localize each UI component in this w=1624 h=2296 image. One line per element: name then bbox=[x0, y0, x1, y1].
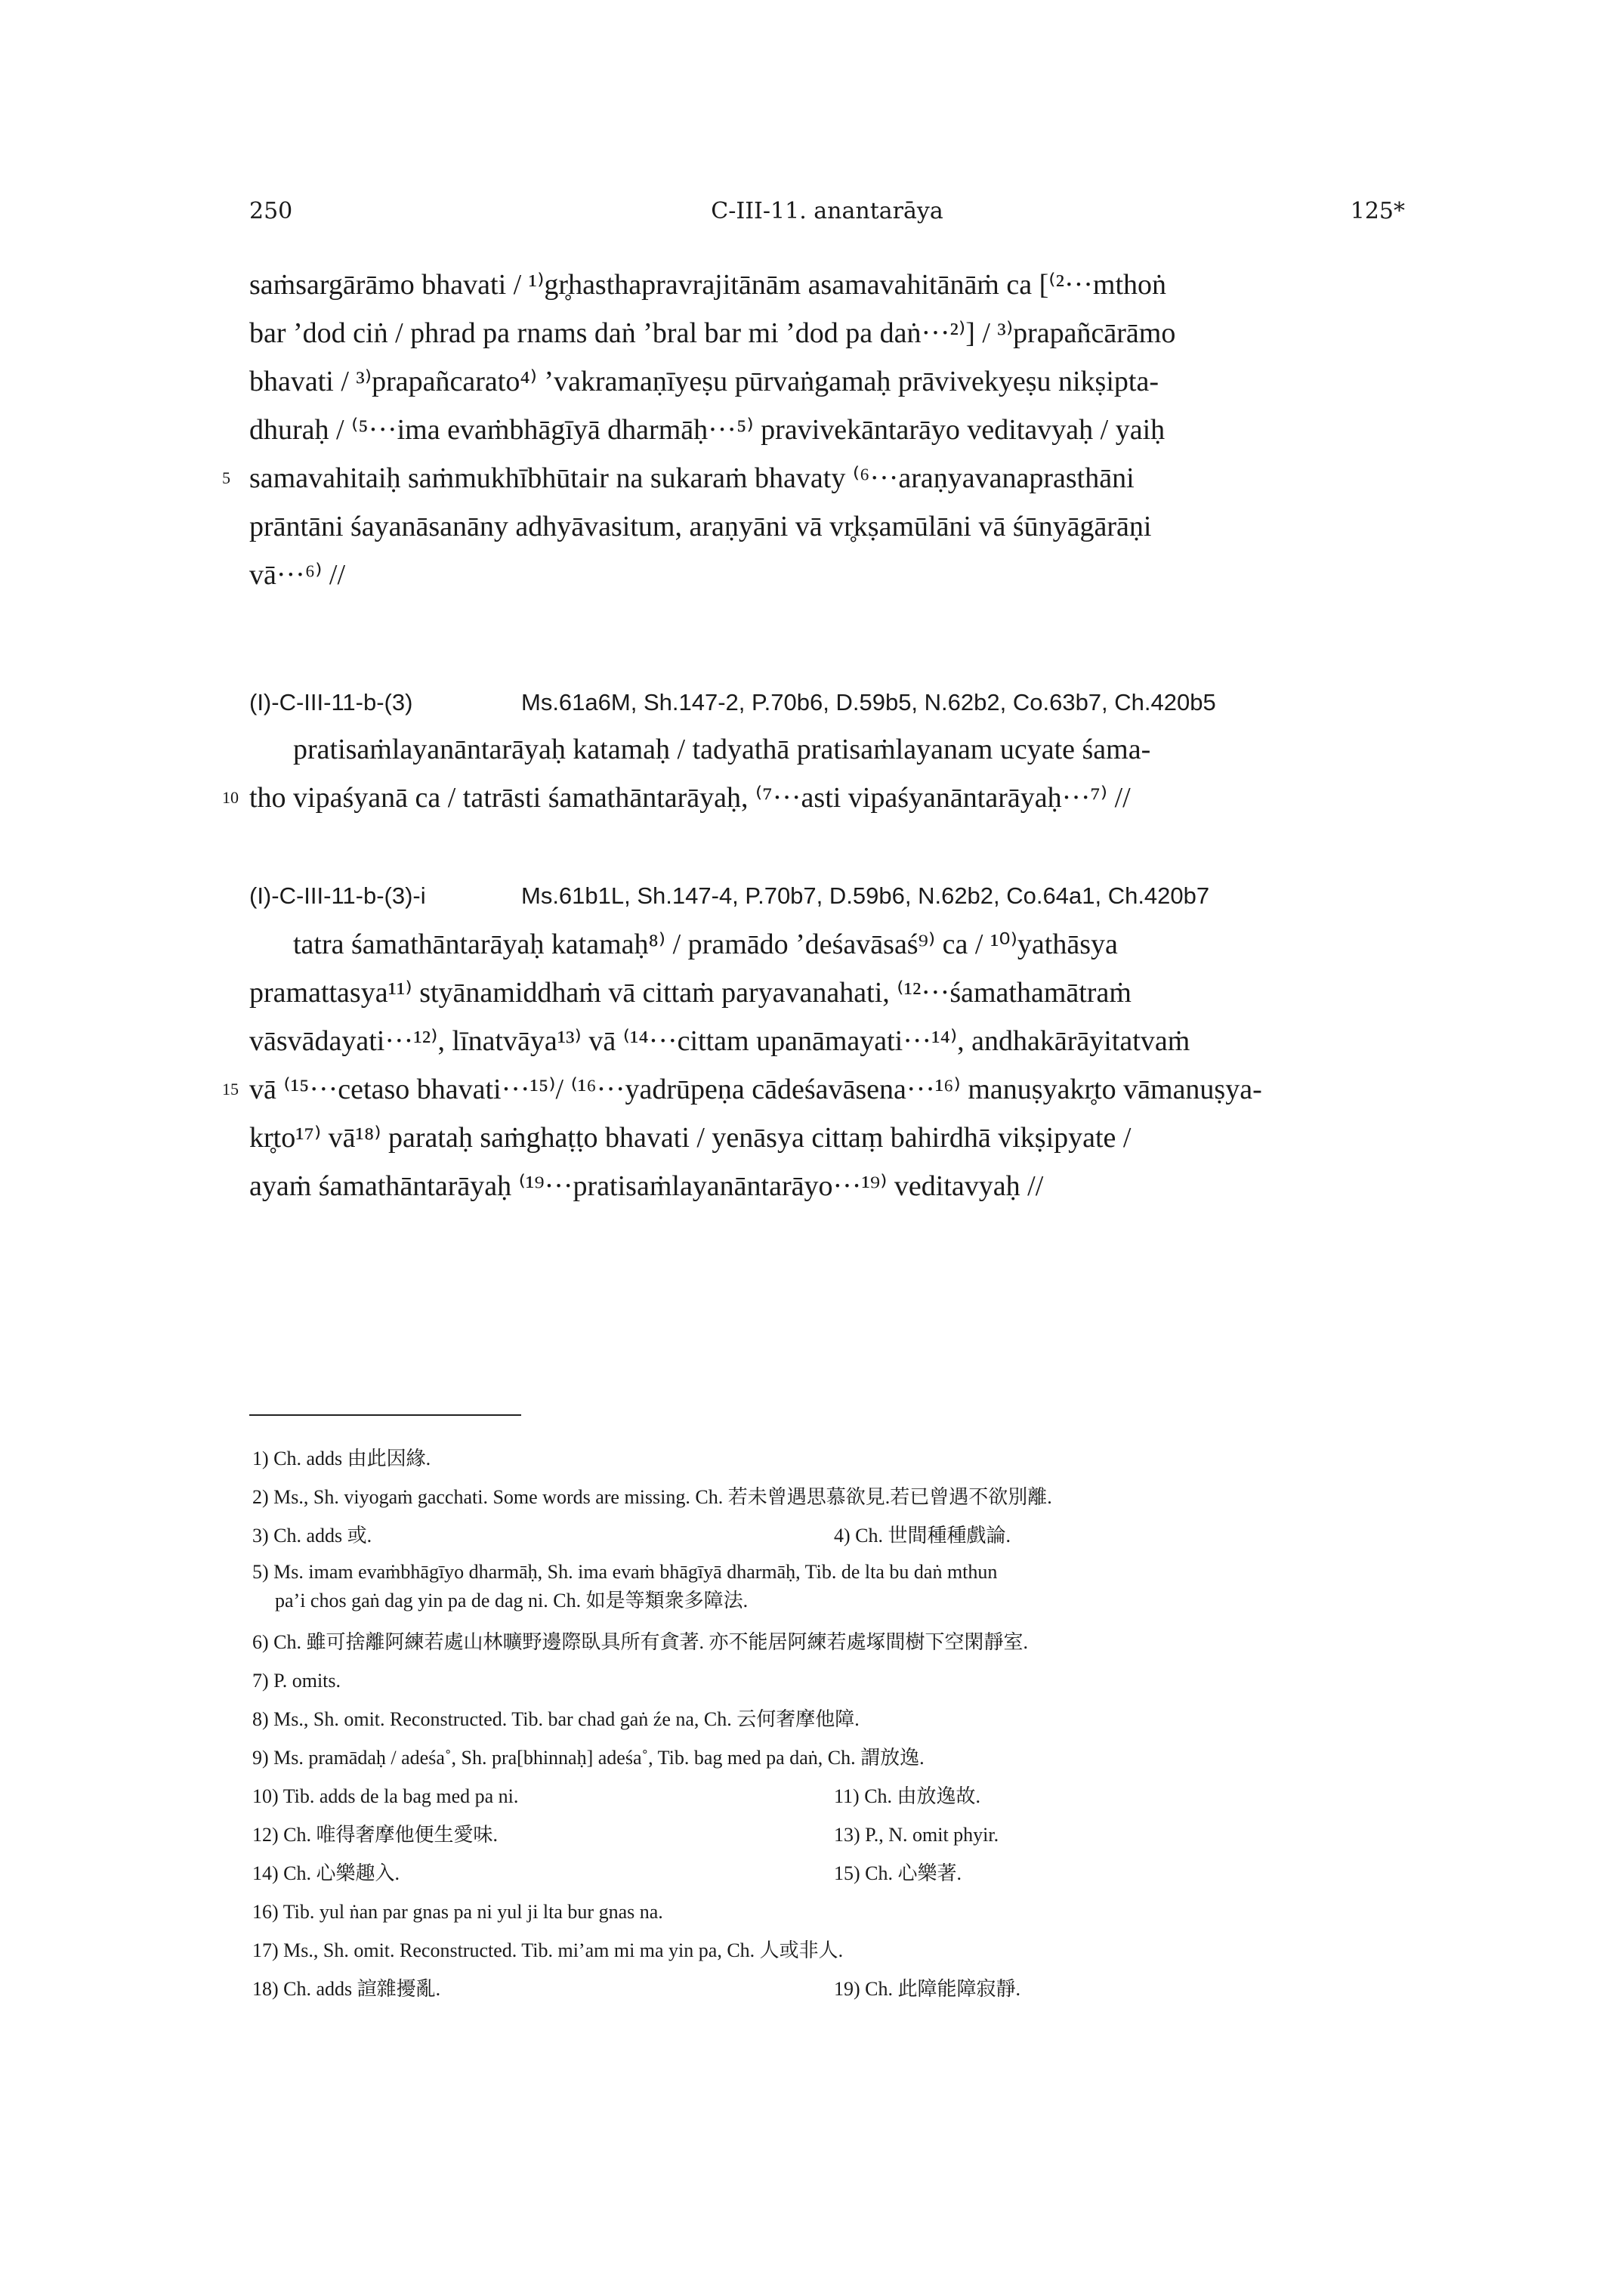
text-line bbox=[249, 551, 1405, 599]
line-text: samavahitaiḥ saṁmukhībhūtair na sukaraṁ bhavaty ⁽⁶···araṇyavanaprasthāni bbox=[249, 462, 1135, 494]
text-line bbox=[249, 357, 1405, 406]
footnote bbox=[252, 1478, 1408, 1516]
paragraph-1 bbox=[222, 261, 1405, 599]
manuscript-references: Ms.61b1L, Sh.147-4, P.70b7, D.59b6, N.62b2, Co.64a1, Ch.420b7 bbox=[521, 882, 1210, 909]
text-line bbox=[249, 1017, 1405, 1065]
footnote-text: 15) Ch. 心樂著. bbox=[834, 1862, 962, 1884]
footnote bbox=[252, 1815, 1408, 1854]
footnote bbox=[252, 1516, 1408, 1555]
footnote-text: 2) Ms., Sh. viyogaṁ gacchati. Some words are missing. Ch. 若未曾遇思慕欲見.若已曾遇不欲別離. bbox=[252, 1486, 1052, 1508]
text-line bbox=[249, 1114, 1405, 1162]
line-text: saṁsargārāmo bhavati / ¹⁾gr̥hasthapravrajitānām asamavahitānāṁ ca [⁽²···mthoṅ bbox=[249, 269, 1167, 301]
footnote bbox=[252, 1970, 1408, 2008]
line-text: pratisaṁlayanāntarāyaḥ katamaḥ / tadyathā pratisaṁlayanam ucyate śama- bbox=[293, 734, 1151, 765]
footnote bbox=[252, 1738, 1408, 1777]
footnote-text: 18) Ch. adds 諠雜擾亂. bbox=[252, 1978, 441, 2000]
footnote-text: 6) Ch. 雖可捨離阿練若處山林曠野邊際臥具所有貪著. 亦不能居阿練若處塚間樹下空閑靜室. bbox=[252, 1631, 1029, 1653]
section-heading-1 bbox=[249, 689, 1405, 727]
line-text: prāntāni śayanāsanāny adhyāvasitum, araṇyāni vā vr̥kṣamūlāni vā śūnyāgārāṇi bbox=[249, 511, 1152, 542]
line-number: 10 bbox=[222, 788, 239, 807]
line-text: ayaṁ śamathāntarāyaḥ ⁽¹⁹···pratisaṁlayanāntarāyo···¹⁹⁾ veditavyaḥ // bbox=[249, 1170, 1044, 1202]
footnote bbox=[252, 1623, 1408, 1661]
line-text: pramattasya¹¹⁾ styānamiddhaṁ vā cittaṁ paryavanahati, ⁽¹²···śamathamātraṁ bbox=[249, 977, 1132, 1009]
folio-number: 125* bbox=[1350, 198, 1405, 224]
text-line bbox=[249, 969, 1405, 1017]
text-line bbox=[222, 454, 1405, 502]
footnote-rule bbox=[249, 1414, 521, 1416]
section-id: (I)-C-III-11-b-(3) bbox=[249, 689, 413, 715]
line-text: bhavati / ³⁾prapañcarato⁴⁾ ’vakramaṇīyeṣu pūrvaṅgamaḥ prāvivekyeṣu nikṣipta- bbox=[249, 366, 1159, 397]
footnote-text: 16) Tib. yul ṅan par gnas pa ni yul ji lta bur gnas na. bbox=[252, 1901, 663, 1923]
line-number: 15 bbox=[222, 1080, 239, 1099]
text-line bbox=[222, 774, 1405, 822]
line-text: bar ’dod ciṅ / phrad pa rnams daṅ ’bral bar mi ’dod pa daṅ···²⁾] / ³⁾prapañcārāmo bbox=[249, 317, 1176, 349]
footnote bbox=[252, 1854, 1408, 1893]
text-line bbox=[249, 1162, 1405, 1210]
footnote-text: 4) Ch. 世間種種戲論. bbox=[834, 1525, 1011, 1547]
line-text: vā ⁽¹⁵···cetaso bhavati···¹⁵⁾/ ⁽¹⁶···yadrūpeṇa cādeśavāsena···¹⁶⁾ manuṣyakr̥to vāmanuṣya- bbox=[249, 1074, 1262, 1105]
line-text: tatra śamathāntarāyaḥ katamaḥ⁸⁾ / pramādo ’deśavāsaś⁹⁾ ca / ¹⁰⁾yathāsya bbox=[293, 929, 1118, 960]
footnote-text: 11) Ch. 由放逸故. bbox=[834, 1785, 981, 1807]
paragraph-2 bbox=[222, 725, 1405, 822]
footnote bbox=[252, 1661, 1408, 1700]
text-line bbox=[249, 309, 1405, 357]
line-text: tho vipaśyanā ca / tatrāsti śamathāntarāyaḥ, ⁽⁷···asti vipaśyanāntarāyaḥ···⁷⁾ // bbox=[249, 782, 1131, 814]
line-text: vāsvādayati···¹²⁾, līnatvāya¹³⁾ vā ⁽¹⁴···cittam upanāmayati···¹⁴⁾, andhakārāyitatvaṁ bbox=[249, 1025, 1190, 1057]
line-number: 5 bbox=[222, 468, 230, 487]
text-line bbox=[249, 920, 1405, 969]
footnote-text: 17) Ms., Sh. omit. Reconstructed. Tib. mi’am mi ma yin pa, Ch. 人或非人. bbox=[252, 1939, 844, 1961]
footnote-text: 14) Ch. 心樂趣入. bbox=[252, 1862, 400, 1884]
section-heading-2 bbox=[249, 882, 1405, 920]
running-title: C-III-11. anantarāya bbox=[711, 198, 943, 224]
footnote-text: 7) P. omits. bbox=[252, 1670, 341, 1692]
page-number: 250 bbox=[249, 198, 293, 224]
text-line bbox=[249, 502, 1405, 551]
footnote-continuation: pa’i chos gaṅ dag yin pa de dag ni. Ch. 如是等類衆多障法. bbox=[275, 1590, 749, 1612]
text-line bbox=[249, 261, 1405, 309]
footnote-text: 3) Ch. adds 或. bbox=[252, 1525, 372, 1547]
footnote-text: 8) Ms., Sh. omit. Reconstructed. Tib. bar chad gaṅ źe na, Ch. 云何奢摩他障. bbox=[252, 1708, 860, 1730]
footnote-text: 10) Tib. adds de la bag med pa ni. bbox=[252, 1785, 519, 1807]
footnote bbox=[252, 1777, 1408, 1815]
text-line bbox=[249, 406, 1405, 454]
line-text: kr̥to¹⁷⁾ vā¹⁸⁾ parataḥ saṁghaṭṭo bhavati / yenāsya cittaṃ bahirdhā vikṣipyate / bbox=[249, 1122, 1132, 1154]
paragraph-3 bbox=[222, 920, 1405, 1210]
footnote-text: 12) Ch. 唯得奢摩他便生愛味. bbox=[252, 1824, 499, 1846]
footnote-text: 9) Ms. pramādaḥ / adeśa˚, Sh. pra[bhinnaḥ] adeśa˚, Tib. bag med pa daṅ, Ch. 謂放逸. bbox=[252, 1747, 925, 1769]
footnote-text: 5) Ms. imam evaṁbhāgīyo dharmāḥ, Sh. ima evaṁ bhāgīyā dharmāḥ, Tib. de lta bu daṅ mthun bbox=[252, 1561, 998, 1583]
footnote bbox=[252, 1931, 1408, 1970]
footnote-text: 1) Ch. adds 由此因緣. bbox=[252, 1448, 431, 1469]
footnote-text: 13) P., N. omit phyir. bbox=[834, 1824, 999, 1846]
text-line bbox=[222, 1065, 1405, 1114]
manuscript-references: Ms.61a6M, Sh.147-2, P.70b6, D.59b5, N.62b2, Co.63b7, Ch.420b5 bbox=[521, 689, 1216, 715]
footnote bbox=[252, 1555, 1408, 1623]
line-text: dhuraḥ / ⁽⁵···ima evaṁbhāgīyā dharmāḥ···⁵⁾ pravivekāntarāyo veditavyaḥ / yaiḥ bbox=[249, 414, 1166, 446]
footnotes bbox=[252, 1439, 1408, 2008]
footnote-text: 19) Ch. 此障能障寂靜. bbox=[834, 1978, 1021, 2000]
section-id: (I)-C-III-11-b-(3)-i bbox=[249, 882, 426, 909]
text-line bbox=[249, 725, 1405, 774]
running-header bbox=[249, 198, 1405, 228]
footnote bbox=[252, 1700, 1408, 1738]
footnote bbox=[252, 1439, 1408, 1478]
footnote bbox=[252, 1893, 1408, 1931]
line-text: vā···⁶⁾ // bbox=[249, 559, 346, 591]
